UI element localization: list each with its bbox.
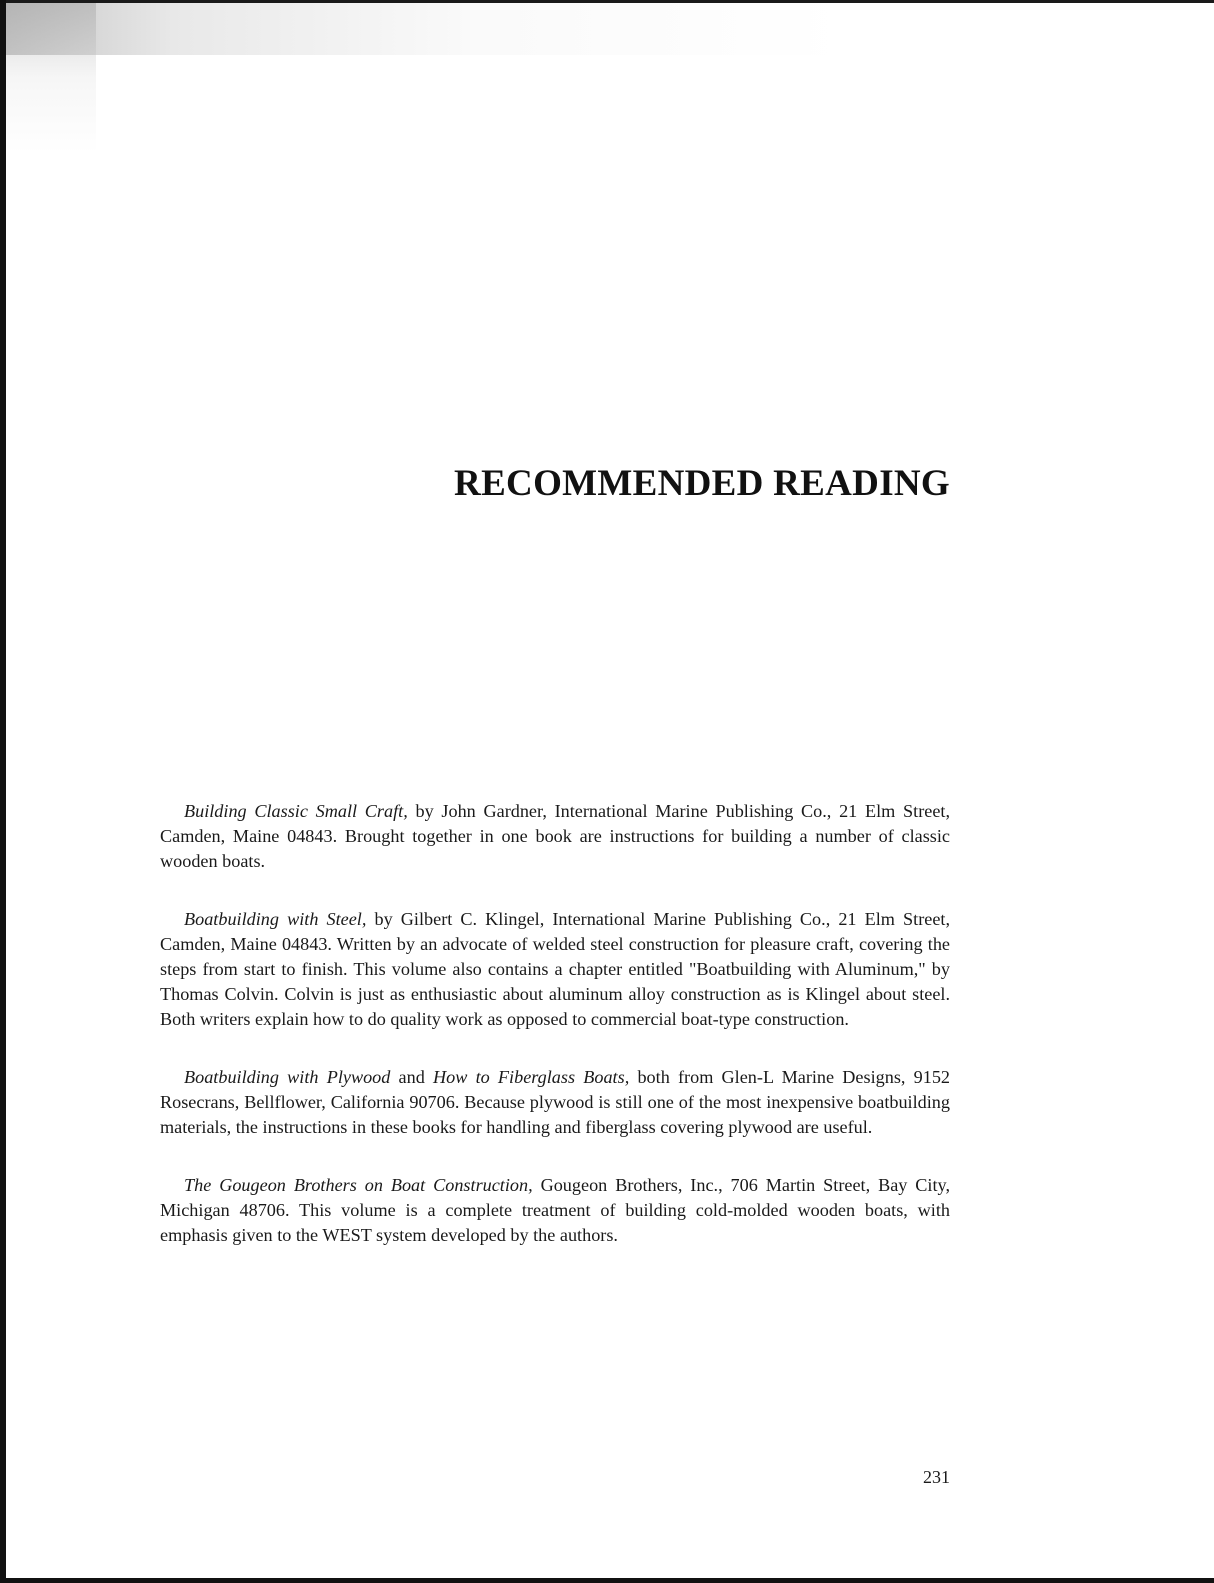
reading-entry xyxy=(160,799,950,874)
scan-edge-left xyxy=(0,0,6,1583)
reading-entry xyxy=(160,1065,950,1140)
book-title-second: How to Fiberglass Boats, xyxy=(433,1067,630,1087)
page-title: RECOMMENDED READING xyxy=(454,463,950,504)
page-number: 231 xyxy=(923,1467,950,1487)
reading-list xyxy=(160,799,950,1281)
book-title: The Gougeon Brothers on Boat Construction, xyxy=(184,1175,533,1195)
scan-shadow xyxy=(6,3,846,55)
scan-shadow-corner xyxy=(6,3,96,153)
entry-text: by Gilbert C. Klingel, International Marine Publishing Co., 21 Elm Street, Camden, Maine 04843. Written by an advocate of welded steel construction for pleasure craft, covering the steps from start to finish. This volume also contains a chapter entitled "Boatbuilding with Aluminum," by Thomas Colvin. Colvin is just as enthusiastic about aluminum alloy construction as is Klingel about steel. Both writers explain how to do quality work as opposed to commercial boat-type construction. xyxy=(160,909,951,1029)
book-title: Building Classic Small Craft, xyxy=(184,801,408,821)
reading-entry xyxy=(160,907,950,1032)
book-title: Boatbuilding with Steel, xyxy=(184,909,367,929)
entry-text: both from Glen-L Marine Designs, 9152 Rosecrans, Bellflower, California 90706. Because plywood is still one of the most inexpensive boatbuilding materials, the instructions in these books for handling and fiberglass covering plywood are useful. xyxy=(160,1067,951,1137)
book-title: Boatbuilding with Plywood xyxy=(184,1067,391,1087)
entry-connector: and xyxy=(390,1067,434,1087)
scan-edge-bottom xyxy=(0,1578,1214,1583)
entry-text: by John Gardner, International Marine Publishing Co., 21 Elm Street, Camden, Maine 04843. Brought together in one book are instructions for building a number of classic wooden boats. xyxy=(160,801,950,871)
entry-text: Gougeon Brothers, Inc., 706 Martin Street, Bay City, Michigan 48706. This volume is a complete treatment of building cold-molded wooden boats, with emphasis given to the WEST system developed by the authors. xyxy=(160,1175,950,1245)
reading-entry xyxy=(160,1173,950,1248)
